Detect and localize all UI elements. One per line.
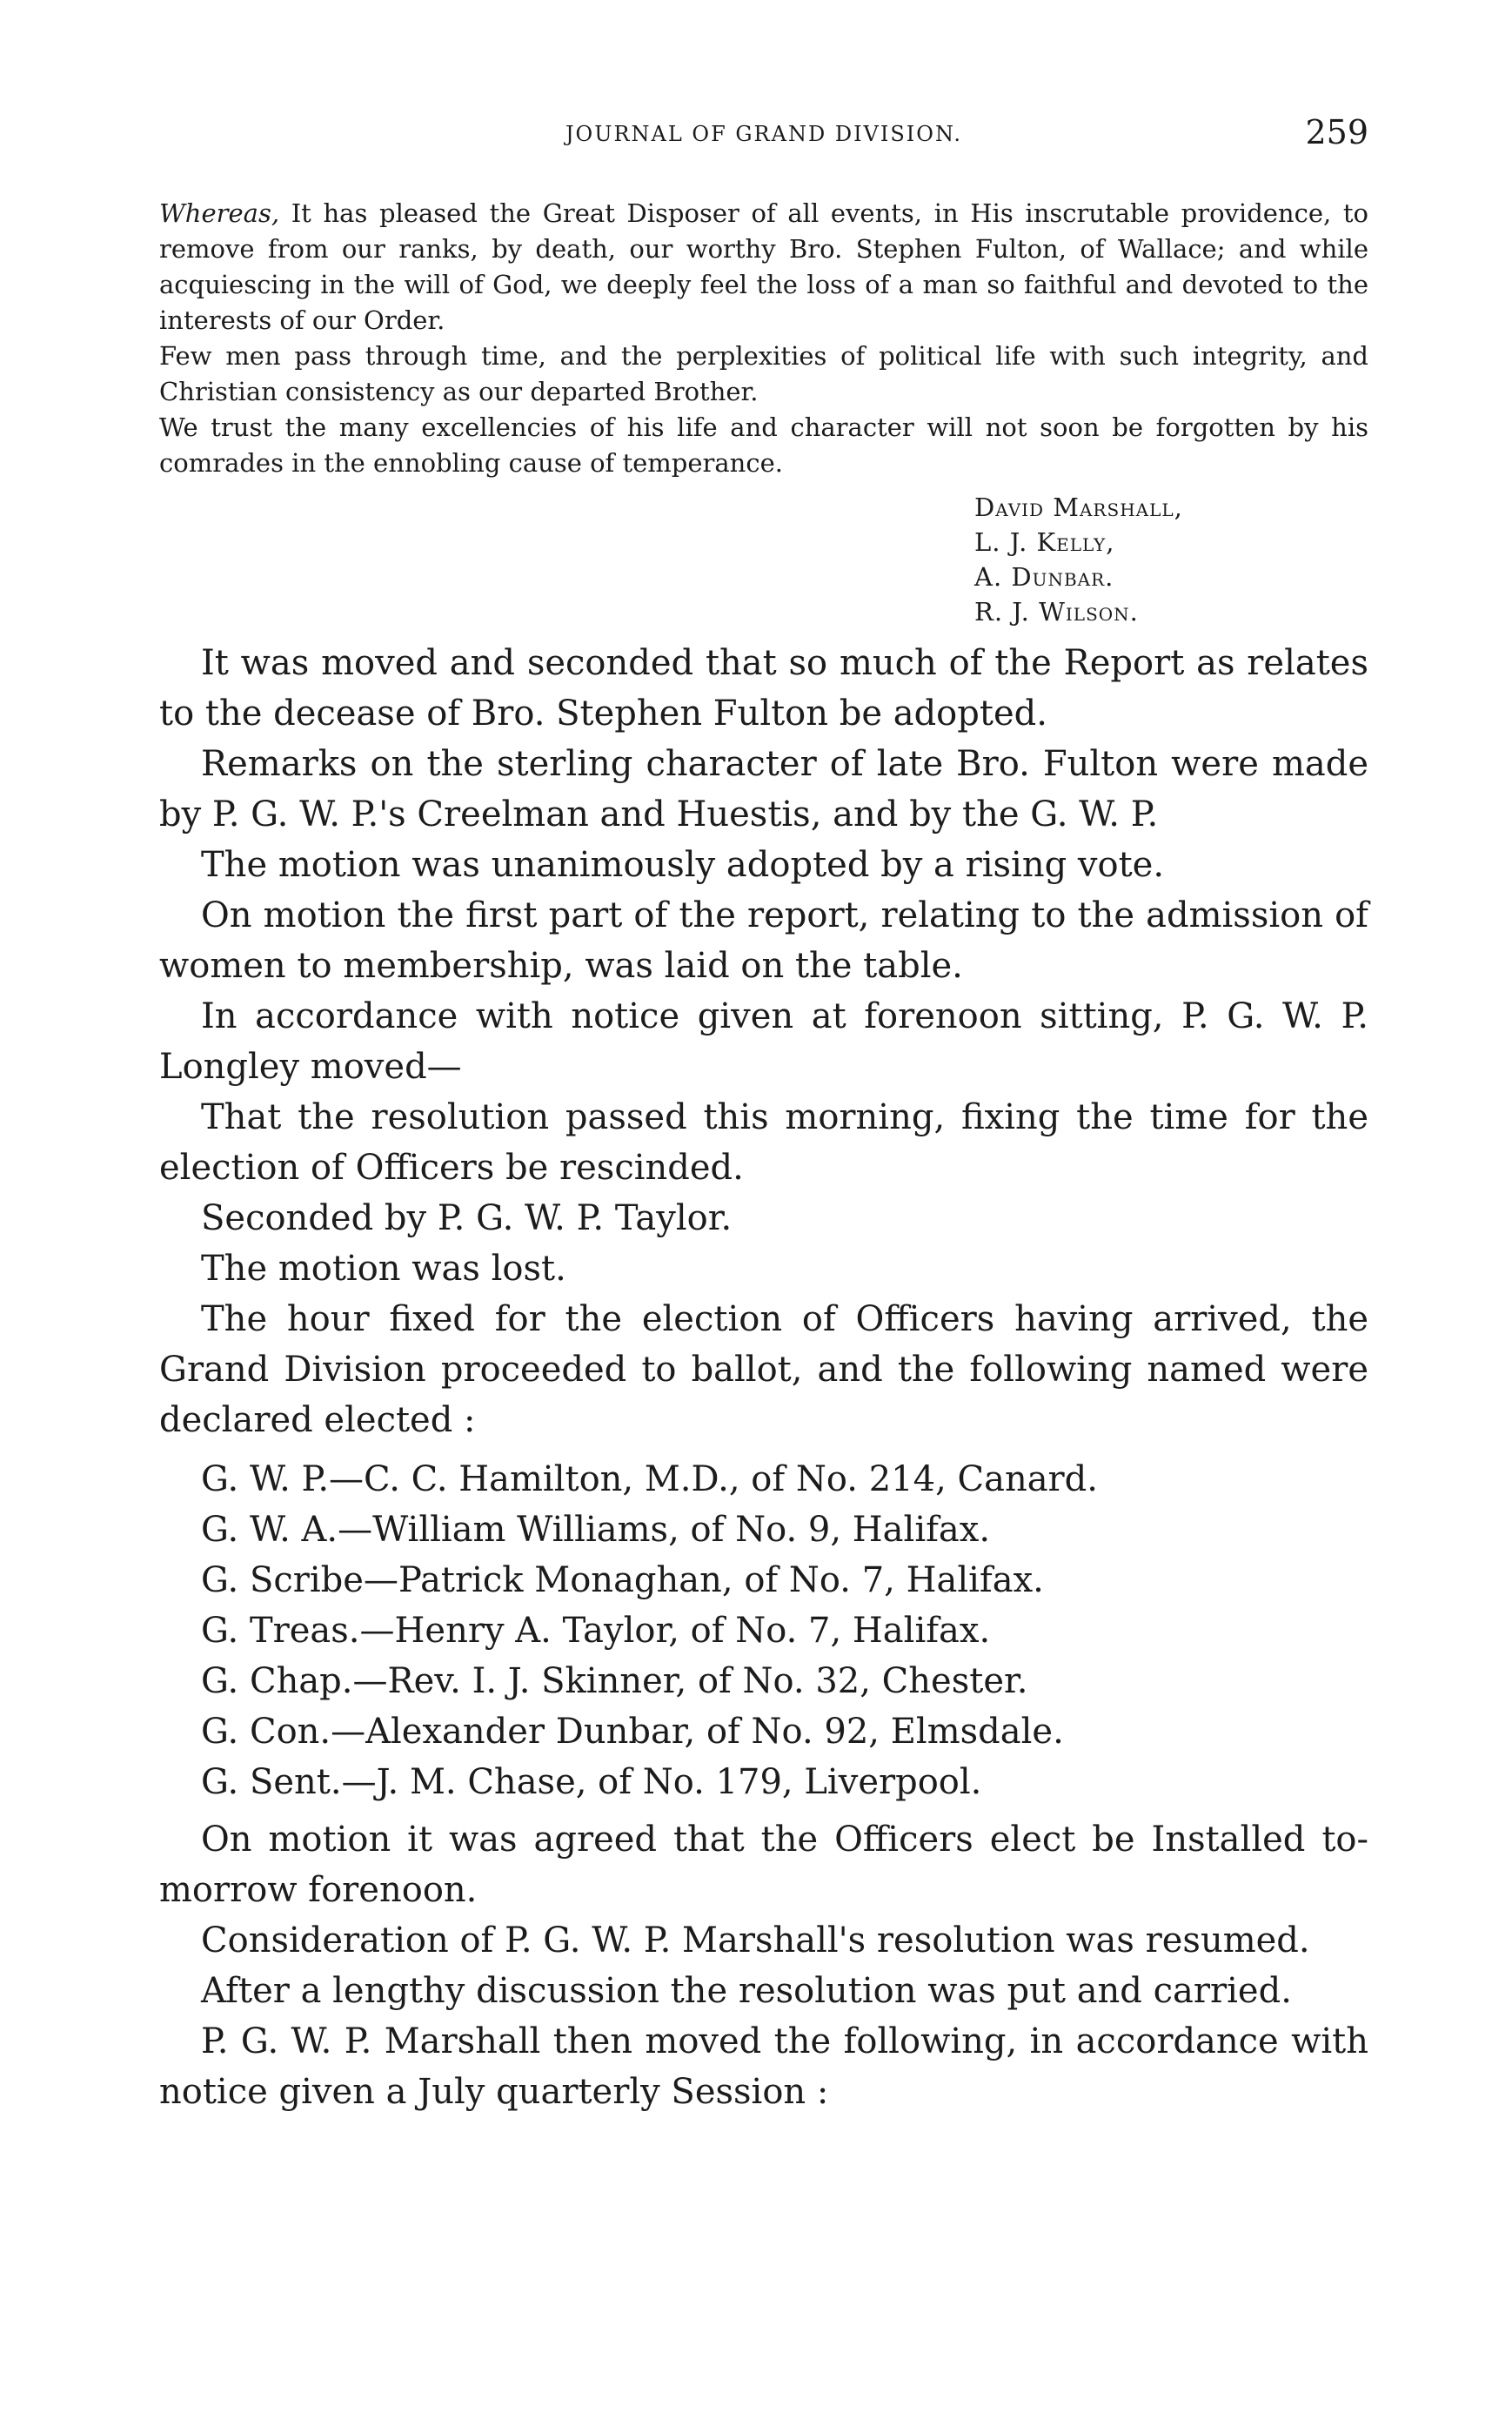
signatory: R. J. Wilson.	[974, 597, 1139, 627]
signatories-block	[974, 490, 1183, 629]
proceedings-paragraph: After a lengthy discussion the resolution was put and carried.	[201, 1971, 1292, 2011]
resolution-paragraph-3: We trust the many excellencies of his life and character will not soon be forgotten by his comrades in the ennobling cause of temperance.	[159, 412, 1368, 478]
officer-entry: G. W. P.—C. C. Hamilton, M.D., of No. 214, Canard.	[201, 1459, 1098, 1499]
officer-entry: G. Sent.—J. M. Chase, of No. 179, Liverpool.	[201, 1762, 982, 1802]
officer-entry: G. W. A.—William Williams, of No. 9, Halifax.	[201, 1510, 991, 1550]
proceedings-paragraph: P. G. W. P. Marshall then moved the following, in accordance with notice given a July quarterly Session :	[159, 2021, 1368, 2112]
resolution-text	[159, 196, 1368, 481]
signatory: A. Dunbar.	[974, 562, 1114, 592]
proceedings-paragraph: The motion was unanimously adopted by a rising vote.	[201, 845, 1165, 885]
officer-entry: G. Scribe—Patrick Monaghan, of No. 7, Halifax.	[201, 1560, 1044, 1600]
proceedings-paragraph: On motion the first part of the report, relating to the admission of women to membership, was laid on the table.	[159, 895, 1368, 986]
page-number: 259	[1305, 113, 1368, 151]
whereas-word: Whereas,	[159, 198, 280, 228]
proceedings-paragraph: Seconded by P. G. W. P. Taylor.	[201, 1198, 733, 1238]
proceedings-paragraph: The motion was lost.	[201, 1249, 566, 1289]
page-header	[159, 113, 1368, 165]
whereas-text: It has pleased the Great Disposer of all events, in His inscrutable providence, to remove from our ranks, by death, our worthy Bro. Stephen Fulton, of Wallace; and while acquiescing in the will of God, we deeply feel the loss of a man so faithful and devoted to the interests of our Order.	[159, 198, 1368, 335]
resolution-paragraph-2: Few men pass through time, and the perplexities of political life with such integrity, and Christian consistency as our departed Brother.	[159, 341, 1368, 406]
proceedings-paragraph: In accordance with notice given at forenoon sitting, P. G. W. P. Longley moved—	[159, 996, 1368, 1087]
officer-entry: G. Chap.—Rev. I. J. Skinner, of No. 32, Chester.	[201, 1661, 1028, 1701]
signatory: L. J. Kelly,	[974, 527, 1115, 557]
signatory: David Marshall,	[974, 493, 1183, 522]
proceedings-paragraph: Remarks on the sterling character of late Bro. Fulton were made by P. G. W. P.'s Creelman and Huestis, and by the G. W. P.	[159, 744, 1368, 834]
officer-entry: G. Con.—Alexander Dunbar, of No. 92, Elmsdale.	[201, 1712, 1064, 1752]
running-head: JOURNAL OF GRAND DIVISION.	[565, 122, 963, 146]
proceedings-text	[159, 638, 1368, 2117]
proceedings-paragraph: Consideration of P. G. W. P. Marshall's resolution was resumed.	[201, 1920, 1310, 1961]
officer-entry: G. Treas.—Henry A. Taylor, of No. 7, Halifax.	[201, 1611, 991, 1651]
resolution-paragraph-whereas	[159, 196, 1368, 338]
proceedings-paragraph: That the resolution passed this morning, fixing the time for the election of Officers be rescinded.	[159, 1097, 1368, 1188]
proceedings-paragraph: The hour fixed for the election of Officers having arrived, the Grand Division proceeded to ballot, and the following named were declared elected :	[159, 1299, 1368, 1440]
proceedings-paragraph: It was moved and seconded that so much of the Report as relates to the decease of Bro. Stephen Fulton be adopted.	[159, 643, 1368, 734]
officers-elected-list	[159, 1454, 1368, 1807]
proceedings-paragraph: On motion it was agreed that the Officers elect be Installed to-morrow forenoon.	[159, 1820, 1368, 1910]
